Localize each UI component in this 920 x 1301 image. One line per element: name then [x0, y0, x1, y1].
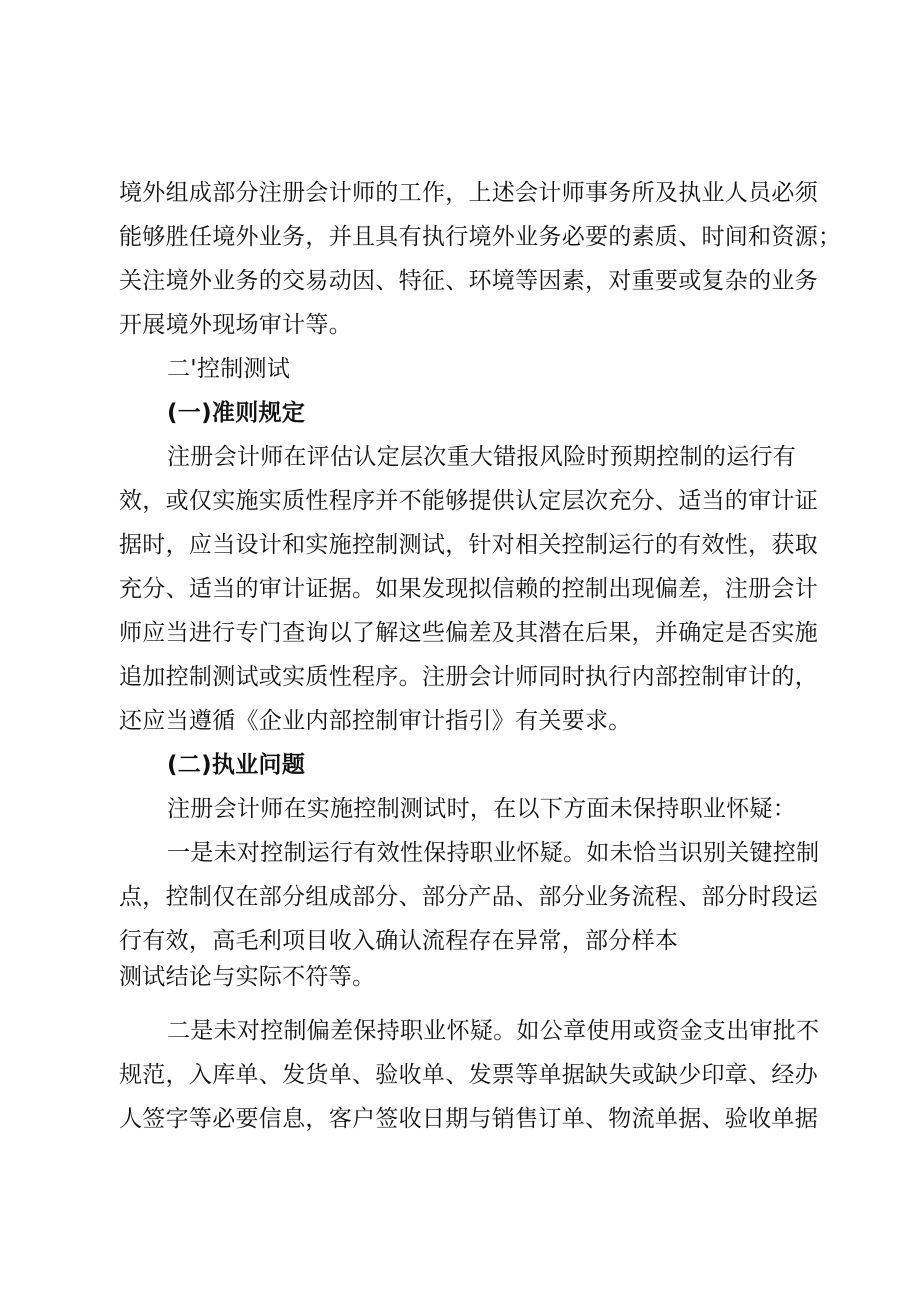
paragraph-line: 一是未对控制运行有效性保持职业怀疑。如未恰当识别关键控制	[167, 840, 820, 866]
paragraph-line: 还应当遵循《企业内部控制审计指引》有关要求。	[119, 708, 632, 734]
subsection-heading: (一)准则规定	[167, 400, 306, 426]
paragraph-line: 行有效，高毛利项目收入确认流程存在异常，部分样本	[119, 928, 679, 954]
paragraph-line: 注册会计师在实施控制测试时，在以下方面未保持职业怀疑：	[167, 796, 797, 822]
paragraph-line: 规范，入库单、发货单、验收单、发票等单据缺失或缺少印章、经办	[119, 1062, 818, 1088]
paragraph-line: 测试结论与实际不符等。	[119, 964, 376, 990]
subsection-heading: (二)执业问题	[167, 752, 306, 778]
paragraph-line: 开展境外现场审计等。	[119, 312, 352, 338]
paragraph-line: 注册会计师在评估认定层次重大错报风险时预期控制的运行有	[167, 444, 797, 470]
paragraph-line: 追加控制测试或实质性程序。注册会计师同时执行内部控制审计的，	[119, 664, 818, 690]
paragraph-line: 能够胜任境外业务，并且具有执行境外业务必要的素质、时间和资源；	[119, 224, 842, 250]
paragraph-line: 充分、适当的审计证据。如果发现拟信赖的控制出现偏差，注册会计	[119, 576, 818, 602]
paragraph-line: 二是未对控制偏差保持职业怀疑。如公章使用或资金支出审批不	[167, 1018, 820, 1044]
paragraph-line: 关注境外业务的交易动因、特征、环境等因素，对重要或复杂的业务	[119, 268, 818, 294]
paragraph-line: 效，或仅实施实质性程序并不能够提供认定层次充分、适当的审计证	[119, 488, 818, 514]
paragraph-line: 师应当进行专门查询以了解这些偏差及其潜在后果，并确定是否实施	[119, 620, 818, 646]
paragraph-line: 境外组成部分注册会计师的工作，上述会计师事务所及执业人员必须	[119, 180, 818, 206]
paragraph-line: 据时，应当设计和实施控制测试，针对相关控制运行的有效性，获取	[119, 532, 818, 558]
section-heading: 二'控制测试	[167, 356, 291, 382]
paragraph-line: 点，控制仅在部分组成部分、部分产品、部分业务流程、部分时段运	[119, 884, 818, 910]
paragraph-line: 人签字等必要信息，客户签收日期与销售订单、物流单据、验收单据	[119, 1106, 818, 1132]
